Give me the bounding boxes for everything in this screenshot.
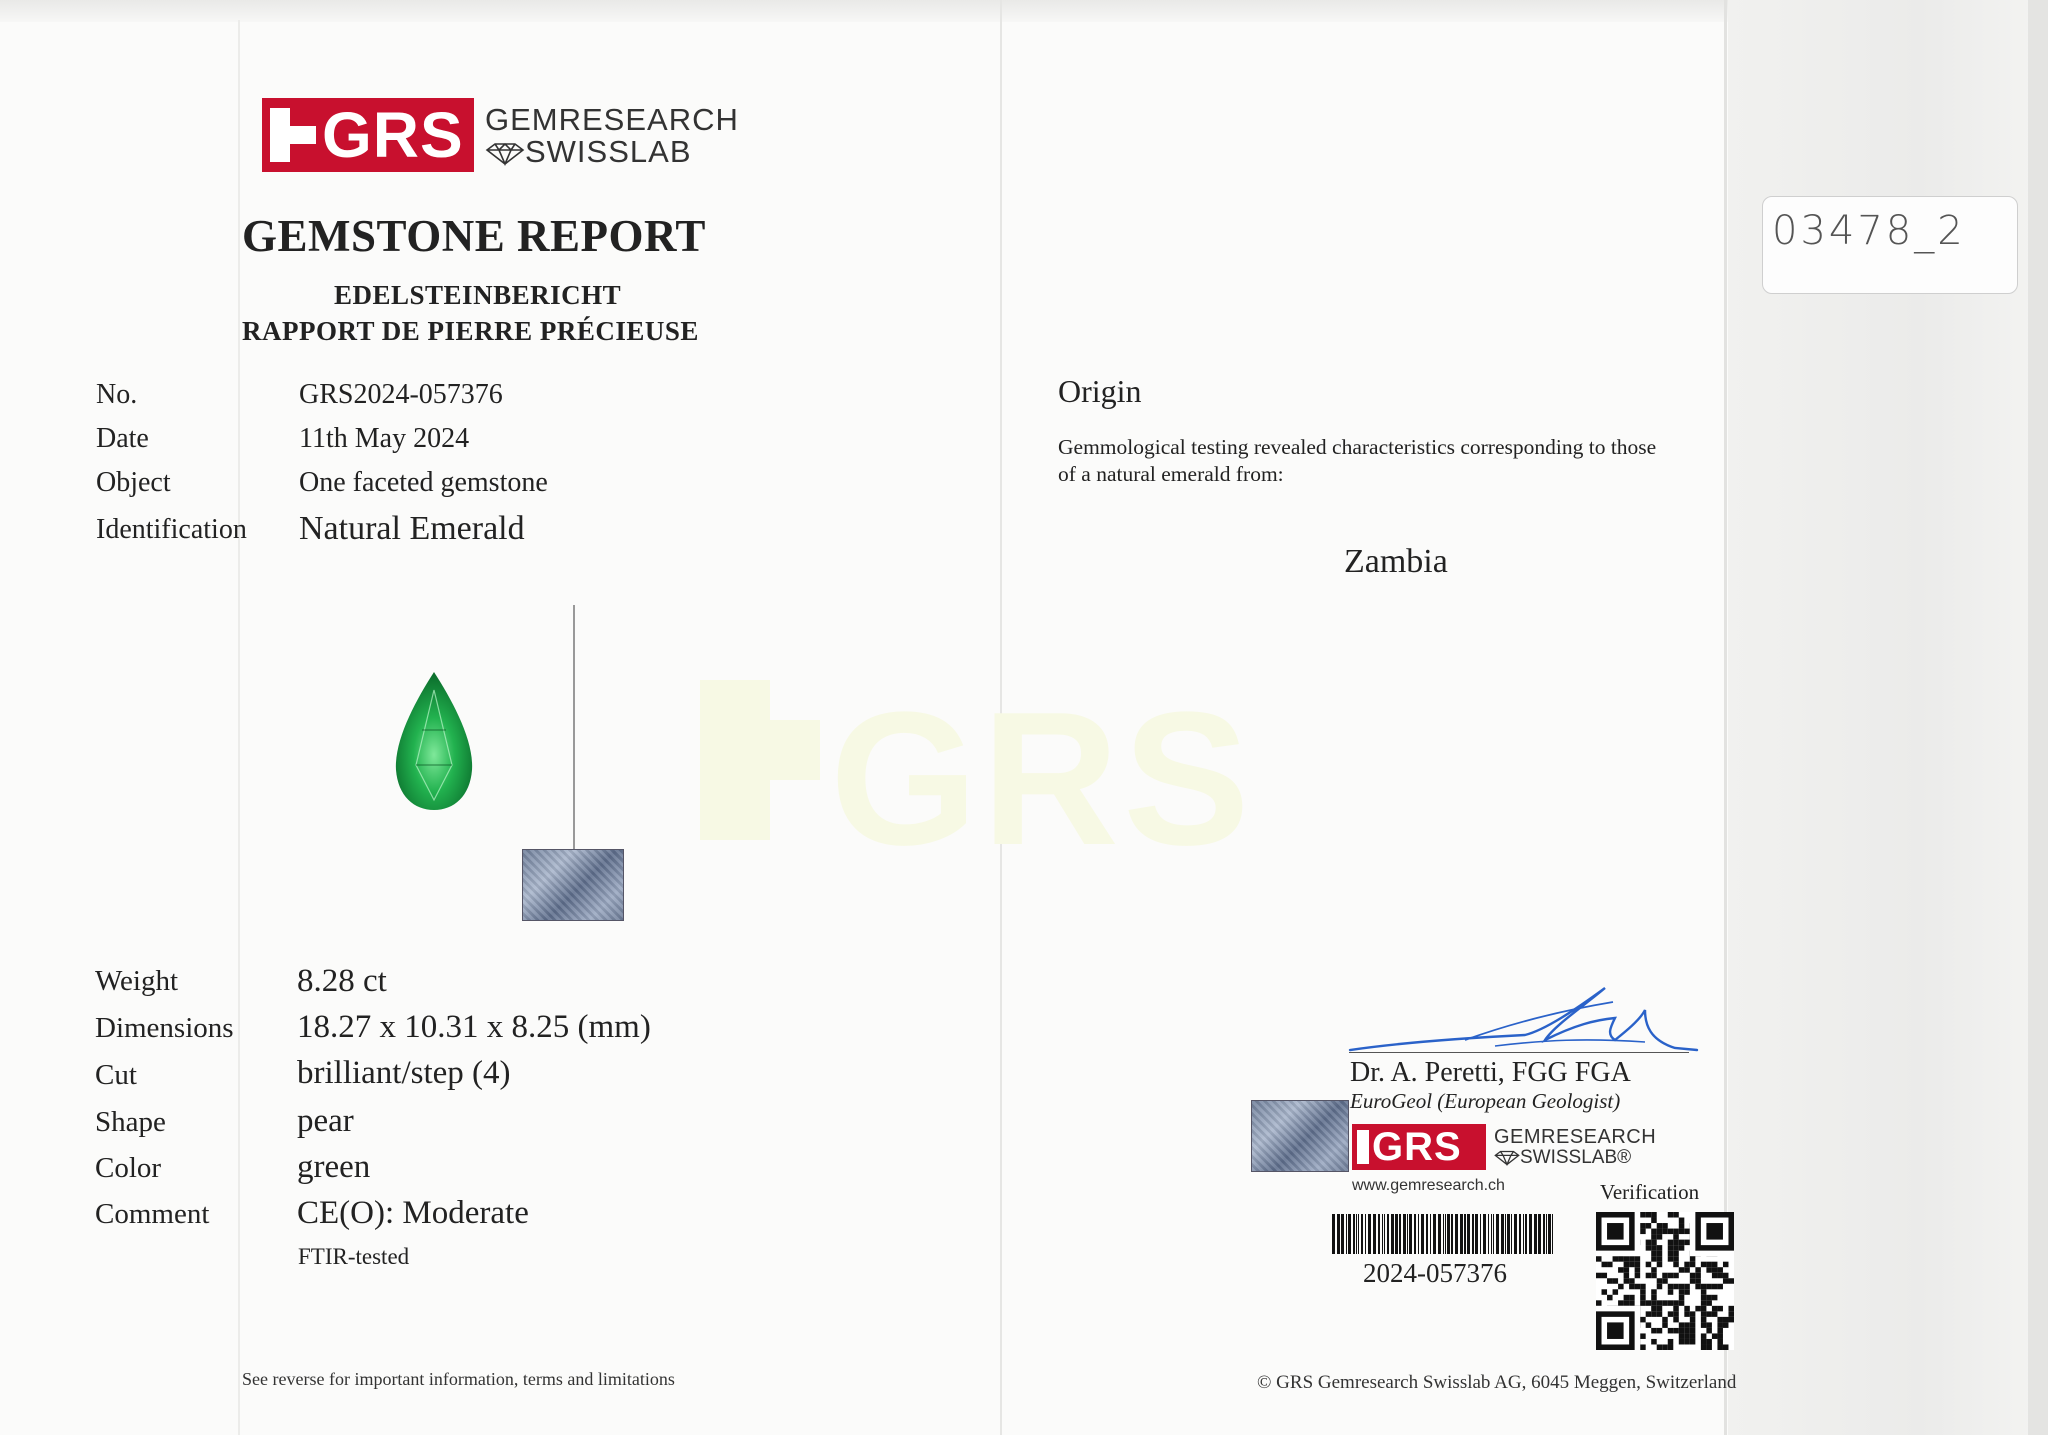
logo-line2: SWISSLAB xyxy=(525,134,692,169)
hologram-seal-small-icon xyxy=(1251,1100,1349,1172)
label-object: Object xyxy=(96,467,171,498)
report-subtitle-de: EDELSTEINBERICHT xyxy=(334,280,622,310)
grs-logo xyxy=(262,98,474,172)
origin-text-line1: Gemmological testing revealed characteristics corresponding to those xyxy=(1058,435,1657,459)
logo-footer-line2-row xyxy=(1494,1148,1631,1167)
diamond-outline-small-icon xyxy=(1494,1150,1520,1166)
report-subtitle-fr: RAPPORT DE PIERRE PRÉCIEUSE xyxy=(242,316,699,346)
qr-code-icon[interactable] xyxy=(1596,1212,1734,1350)
swiss-cross-arm xyxy=(290,126,316,144)
value-report-number: GRS2024-057376 xyxy=(299,379,503,410)
signature-line xyxy=(1349,1052,1689,1053)
verification-label: Verification xyxy=(1600,1180,1700,1204)
diamond-outline-icon xyxy=(485,142,525,166)
fold-line-left xyxy=(238,20,240,1435)
value-color: green xyxy=(297,1149,371,1185)
label-no: No. xyxy=(96,379,138,410)
value-identification: Natural Emerald xyxy=(299,510,525,547)
watermark-bar-arm xyxy=(770,720,820,780)
photo-stand-line xyxy=(573,605,575,885)
signatory-role: EuroGeol (European Geologist) xyxy=(1350,1089,1621,1113)
logo-line1: GEMRESEARCH xyxy=(485,102,739,137)
value-shape: pear xyxy=(297,1103,354,1139)
value-date: 11th May 2024 xyxy=(299,423,470,454)
report-title: GEMSTONE REPORT xyxy=(242,211,706,261)
copyright: © GRS Gemresearch Swisslab AG, 6045 Meggen, Switzerland xyxy=(1257,1372,1737,1393)
label-color: Color xyxy=(95,1152,162,1184)
logo-footer-line1: GEMRESEARCH xyxy=(1494,1126,1657,1148)
label-dimensions: Dimensions xyxy=(95,1012,234,1044)
origin-heading: Origin xyxy=(1058,373,1142,409)
label-date: Date xyxy=(96,423,149,454)
value-cut: brilliant/step (4) xyxy=(297,1055,511,1091)
value-comment-extra: FTIR-tested xyxy=(298,1244,410,1269)
value-weight: 8.28 ct xyxy=(297,963,387,999)
barcode-icon xyxy=(1332,1214,1556,1254)
origin-country: Zambia xyxy=(1344,543,1448,580)
logo-line2-row xyxy=(485,136,692,167)
swiss-cross-icon xyxy=(270,108,290,162)
emerald-pear-icon xyxy=(392,670,476,812)
swiss-cross-small-icon xyxy=(1357,1130,1369,1164)
value-object: One faceted gemstone xyxy=(299,467,548,498)
signature xyxy=(1345,980,1705,1060)
scan-edge-far-right xyxy=(2028,0,2048,1435)
website-link[interactable]: www.gemresearch.ch xyxy=(1352,1177,1505,1194)
grs-logo-footer xyxy=(1352,1124,1486,1170)
barcode-number: 2024-057376 xyxy=(1363,1258,1507,1288)
hologram-seal-icon xyxy=(522,849,624,921)
value-dimensions: 18.27 x 10.31 x 8.25 (mm) xyxy=(297,1009,651,1045)
handwritten-ref: 03478_2 xyxy=(1772,208,1966,254)
logo-wordmark: GRS xyxy=(322,99,464,171)
grs-watermark: GRS xyxy=(830,673,1254,885)
label-cut: Cut xyxy=(95,1059,137,1091)
footnote: See reverse for important information, terms and limitations xyxy=(242,1369,675,1389)
watermark-bar xyxy=(700,680,770,840)
signatory-name: Dr. A. Peretti, FGG FGA xyxy=(1350,1057,1631,1088)
label-shape: Shape xyxy=(95,1106,166,1138)
label-identification: Identification xyxy=(96,514,247,545)
origin-text-line2: of a natural emerald from: xyxy=(1058,462,1284,486)
logo-footer-line2: SWISSLAB® xyxy=(1520,1147,1632,1168)
logo-wordmark-footer: GRS xyxy=(1372,1124,1462,1169)
value-comment: CE(O): Moderate xyxy=(297,1195,529,1231)
label-weight: Weight xyxy=(95,965,179,997)
label-comment: Comment xyxy=(95,1198,210,1230)
